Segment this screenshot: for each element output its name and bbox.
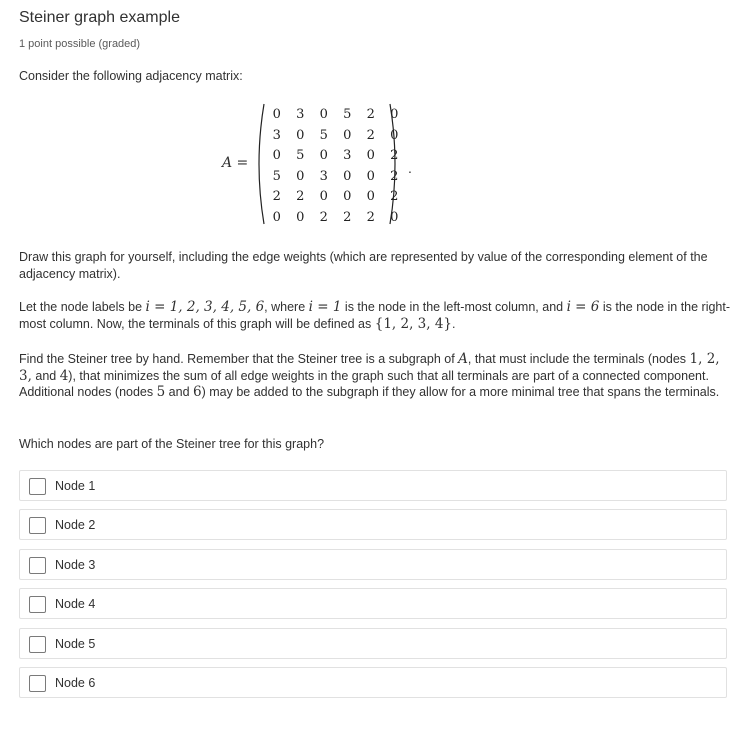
matrix-cell: 0 <box>343 168 352 184</box>
matrix-row <box>265 105 406 126</box>
text-span: , where <box>264 300 309 314</box>
text-span: is the node in the right-most column. Now, the terminals of this graph will be defined as <box>19 300 731 331</box>
checkbox-node-2[interactable] <box>29 517 46 534</box>
math-span: {1, 2, 3, 4} <box>374 315 453 332</box>
option-label[interactable]: Node 5 <box>55 637 96 651</box>
matrix-cell: 5 <box>319 127 328 143</box>
matrix-row <box>265 126 406 147</box>
matrix-cell: 2 <box>272 189 281 204</box>
matrix-cell: 0 <box>272 209 281 225</box>
checkbox-node-5[interactable] <box>29 636 46 653</box>
matrix-cell: 2 <box>296 189 305 204</box>
text-span: ) may be added to the subgraph if they allow for a more minimal tree that spans the terminals. <box>201 385 720 399</box>
text-span: and <box>31 368 60 383</box>
math-span: i = 6 <box>566 299 600 315</box>
option-node-2[interactable] <box>19 509 727 540</box>
matrix-cell: 0 <box>272 148 281 163</box>
checkbox-node-1[interactable] <box>29 478 46 495</box>
math-span: 5 <box>156 384 166 400</box>
matrix-cell: 3 <box>343 148 352 163</box>
matrix-cell: 0 <box>319 189 328 204</box>
matrix-cell: 0 <box>319 107 328 122</box>
matrix-cell: 0 <box>272 107 281 122</box>
matrix-cell: 0 <box>390 209 399 225</box>
matrix-cell: 0 <box>343 127 352 143</box>
option-label[interactable]: Node 1 <box>55 479 96 493</box>
matrix-period: . <box>408 160 412 176</box>
option-label[interactable]: Node 4 <box>55 597 96 611</box>
option-node-1[interactable] <box>19 470 727 501</box>
math-span: 1, 2, 3, <box>19 351 720 384</box>
points-label: 1 point possible (graded) <box>19 38 141 50</box>
matrix-cell: 0 <box>390 127 399 143</box>
checkbox-node-3[interactable] <box>29 557 46 574</box>
matrix-cell: 2 <box>343 209 352 225</box>
question-text: Which nodes are part of the Steiner tree for this graph? <box>19 437 325 451</box>
option-label[interactable]: Node 6 <box>55 676 96 690</box>
node-label-paragraph <box>19 299 731 332</box>
text-span: . <box>452 316 456 331</box>
matrix-cell: 5 <box>272 168 281 184</box>
option-node-3[interactable] <box>19 549 727 580</box>
matrix-cell: 3 <box>272 127 281 143</box>
text-span: , that must include the terminals (nodes <box>467 352 690 366</box>
matrix-cell: 2 <box>390 168 399 184</box>
math-span: i = 1 <box>308 299 342 315</box>
option-label[interactable]: Node 2 <box>55 518 96 532</box>
matrix-cell: 2 <box>366 107 375 122</box>
matrix-cell: 2 <box>390 148 399 163</box>
text-span: Find the Steiner tree by hand. Remember that the Steiner tree is a subgraph of <box>19 352 459 366</box>
matrix-cell: 0 <box>366 189 375 204</box>
matrix-lhs <box>222 155 248 171</box>
math-span: 4 <box>59 367 69 384</box>
matrix-row <box>265 187 406 208</box>
text-span: Let the node labels be <box>19 300 146 314</box>
text-span: ), that minimizes the sum of all edge weights in the graph such that all terminals are part of a connected component. Additional nodes (nodes <box>19 368 709 399</box>
matrix-lhs-label: A = <box>222 155 249 171</box>
draw-instruction: Draw this graph for yourself, including the edge weights (which are represented by value of the corresponding element of the adjacency matrix). <box>19 250 708 281</box>
matrix-row <box>265 146 406 167</box>
left-paren <box>259 104 264 224</box>
matrix-cell: 0 <box>296 168 305 184</box>
matrix-cell: 2 <box>319 209 328 225</box>
matrix-cell: 0 <box>366 148 375 163</box>
matrix-cell: 0 <box>390 107 399 122</box>
matrix-cell: 3 <box>296 107 305 122</box>
matrix-row <box>265 167 406 188</box>
matrix-cell: 0 <box>366 168 375 184</box>
matrix-cell: 0 <box>343 189 352 204</box>
math-span: i = 1, 2, 3, 4, 5, 6 <box>145 299 265 315</box>
text-span: and <box>165 385 194 399</box>
option-node-5[interactable] <box>19 628 727 659</box>
problem-title: Steiner graph example <box>19 9 180 26</box>
matrix-cell: 3 <box>319 168 328 184</box>
matrix-cell: 5 <box>296 148 305 163</box>
matrix-cell: 0 <box>296 209 305 225</box>
math-span: 6 <box>193 384 202 400</box>
checkbox-node-6[interactable] <box>29 675 46 692</box>
math-span: A <box>458 351 468 367</box>
text-span: is the node in the left-most column, and <box>341 300 567 314</box>
option-node-6[interactable] <box>19 667 727 698</box>
option-label[interactable]: Node 3 <box>55 558 96 572</box>
steiner-paragraph <box>19 351 731 401</box>
matrix-cell: 0 <box>296 127 305 143</box>
option-node-4[interactable] <box>19 588 727 619</box>
matrix-cell: 5 <box>343 107 352 122</box>
matrix-cell: 2 <box>366 127 375 143</box>
matrix-row <box>265 208 406 229</box>
matrix-cell: 2 <box>390 189 399 204</box>
matrix-grid <box>265 105 406 228</box>
matrix-cell: 2 <box>366 209 375 225</box>
intro-text: Consider the following adjacency matrix: <box>19 69 243 83</box>
matrix-cell: 0 <box>319 148 328 163</box>
checkbox-node-4[interactable] <box>29 596 46 613</box>
